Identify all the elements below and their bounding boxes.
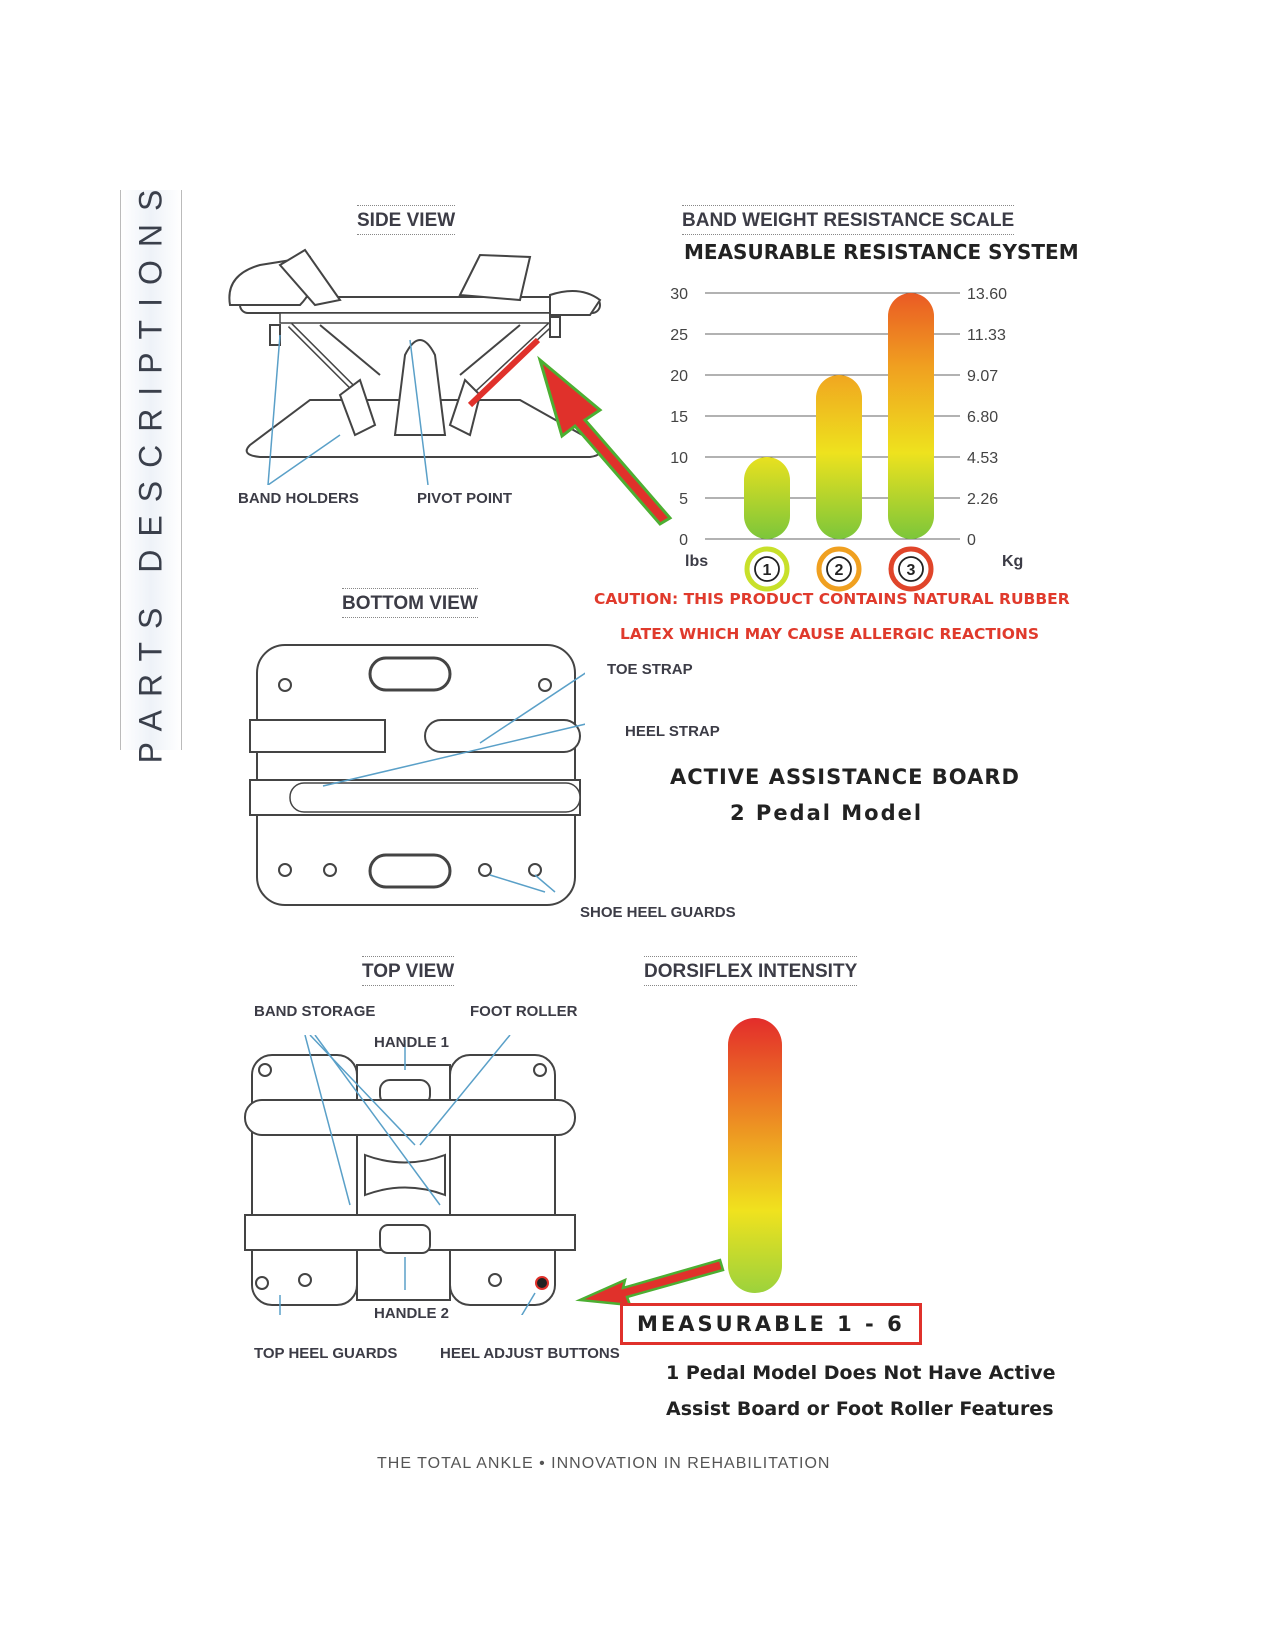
top-view-title: TOP VIEW	[362, 956, 454, 986]
y-tick-left: 25	[670, 327, 688, 344]
y-tick-right: 4.53	[967, 450, 999, 467]
y-tick-left: 15	[670, 409, 688, 426]
category-label: 3	[906, 562, 916, 579]
band-resistance-chart	[670, 275, 1030, 595]
bottom-view-diagram	[245, 640, 585, 915]
note-line-2: Assist Board or Foot Roller Features	[666, 1398, 1054, 1420]
y-tick-right: 0	[967, 532, 976, 549]
red-arrow-side	[530, 350, 690, 530]
y-tick-right: 11.33	[967, 327, 1006, 344]
y-tick-left: 0	[679, 532, 688, 549]
label-toe-strap: TOE STRAP	[607, 661, 693, 678]
footer-text: THE TOTAL ANKLE • INNOVATION IN REHABILITATION	[377, 1455, 831, 1472]
y-tick-right: 2.26	[967, 491, 999, 508]
dorsiflex-title: DORSIFLEX INTENSITY	[644, 956, 857, 986]
board-title: ACTIVE ASSISTANCE BOARD	[670, 765, 1020, 789]
band-scale-subtitle: MEASURABLE RESISTANCE SYSTEM	[684, 240, 1079, 264]
band-scale-title: BAND WEIGHT RESISTANCE SCALE	[682, 205, 1014, 235]
y-tick-right: 9.07	[967, 368, 999, 385]
dorsiflex-intensity-bar	[728, 1018, 782, 1293]
label-handle-2: HANDLE 2	[374, 1305, 450, 1322]
label-pivot-point: PIVOT POINT	[417, 490, 513, 507]
category-label: 1	[762, 562, 772, 579]
label-shoe-heel-guards: SHOE HEEL GUARDS	[580, 904, 736, 921]
measurable-box: MEASURABLE 1 - 6	[620, 1303, 922, 1345]
y-tick-left: 20	[670, 368, 688, 385]
top-view-diagram	[240, 1035, 580, 1315]
bar-2	[816, 375, 862, 539]
label-band-holders: BAND HOLDERS	[238, 490, 359, 507]
y-tick-left: 10	[670, 450, 688, 467]
y-tick-left: 30	[670, 286, 688, 303]
side-view-title: SIDE VIEW	[357, 205, 455, 235]
label-handle-1: HANDLE 1	[374, 1034, 450, 1051]
side-title-panel	[120, 176, 182, 764]
caution-line-2: LATEX WHICH MAY CAUSE ALLERGIC REACTIONS	[620, 625, 1040, 643]
label-heel-strap: HEEL STRAP	[625, 723, 720, 740]
unit-lbs: lbs	[685, 553, 709, 570]
category-label: 2	[834, 562, 844, 579]
bar-3	[888, 293, 934, 539]
bottom-view-title: BOTTOM VIEW	[342, 588, 478, 618]
board-model: 2 Pedal Model	[730, 801, 924, 825]
y-tick-right: 6.80	[967, 409, 999, 426]
side-title: PARTS DESCRIPTIONS	[132, 176, 169, 764]
label-top-heel-guards: TOP HEEL GUARDS	[254, 1345, 398, 1362]
note-line-1: 1 Pedal Model Does Not Have Active	[666, 1362, 1056, 1384]
label-band-storage: BAND STORAGE	[254, 1003, 376, 1020]
y-tick-left: 5	[679, 491, 688, 508]
unit-kg: Kg	[1002, 553, 1024, 570]
y-tick-right: 13.60	[967, 286, 1008, 303]
bar-1	[744, 457, 790, 539]
label-foot-roller: FOOT ROLLER	[470, 1003, 578, 1020]
caution-line-1: CAUTION: THIS PRODUCT CONTAINS NATURAL RUBBER	[594, 590, 1070, 608]
label-heel-adjust-buttons: HEEL ADJUST BUTTONS	[440, 1345, 620, 1362]
